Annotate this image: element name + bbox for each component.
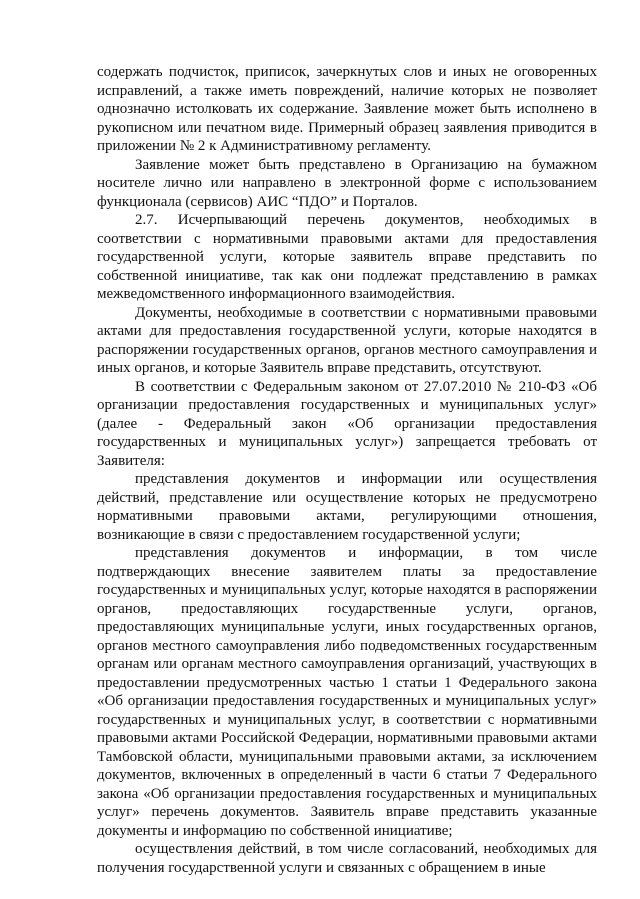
paragraph-section-2-7: 2.7. Исчерпывающий перечень документов, необходимых в соответствии с нормативными правовыми актами для предоставления государственной услуги, которые заявитель вправе представить по собственной инициативе, так как они подлежат представлению в рамках межведомственного информационного взаимодействия. <box>97 212 597 302</box>
paragraph-application-requirements: содержать подчисток, приписок, зачеркнутых слов и иных не оговоренных исправлений, а также иметь повреждений, наличие которых не позволяет однозначно истолковать их содержание. Заявление может быть исполнено в рукописном или печатном виде. Примерный образец заявления приводится в приложении № 2 к Административному регламенту. <box>97 64 597 154</box>
document-body <box>97 63 597 877</box>
paragraph-documents-absent: Документы, необходимые в соответствии с нормативными правовыми актами для предоставления государственной услуги, которые находятся в распоряжении государственных органов, органов местного самоуправления и иных органов, и которые Заявитель вправе представить, отсутствуют. <box>97 304 597 376</box>
paragraph-submission-methods: Заявление может быть представлено в Организацию на бумажном носителе лично или направлено в электронной форме с использованием функционала (сервисов) АИС “ПДО” и Порталов. <box>97 156 597 210</box>
paragraph-federal-law: В соответствии с Федеральным законом от 27.07.2010 № 210-ФЗ «Об организации предоставления государственных и муниципальных услуг» (далее - Федеральный закон «Об организации предоставления государственных и муниципальных услуг») запрещается требовать от Заявителя: <box>97 378 597 469</box>
paragraph-prohibition-1: представления документов и информации или осуществления действий, представление или осуществление которых не предусмотрено нормативными правовыми актами, регулирующими отношения, возникающие в связи с предоставлением государственной услуги; <box>97 471 597 543</box>
paragraph-prohibition-3: осуществления действий, в том числе согласований, необходимых для получения государственной услуги и связанных с обращением в иные <box>97 841 597 876</box>
paragraph-prohibition-2: представления документов и информации, в том числе подтверждающих внесение заявителем платы за предоставление государственных и муниципальных услуг, которые находятся в распоряжении органов, предоставляющих государственные услуги, органов, предоставляющих муниципальные услуги, иных государственных органов, органов местного самоуправления либо подведомственных государственным органам или органам местного самоуправления организаций, участвующих в предоставлении предусмотренных частью 1 статьи 1 Федерального закона «Об организации предоставления государственных и муниципальных услуг» государственных и муниципальных услуг, в соответствии с нормативными правовыми актами Российской Федерации, нормативными правовыми актами Тамбовской области, муниципальными правовыми актами, за исключением документов, включенных в определенный в части 6 статьи 7 Федерального закона «Об организации предоставления государственных и муниципальных услуг» перечень документов. Заявитель вправе представить указанные документы и информацию по собственной инициативе; <box>97 545 597 839</box>
